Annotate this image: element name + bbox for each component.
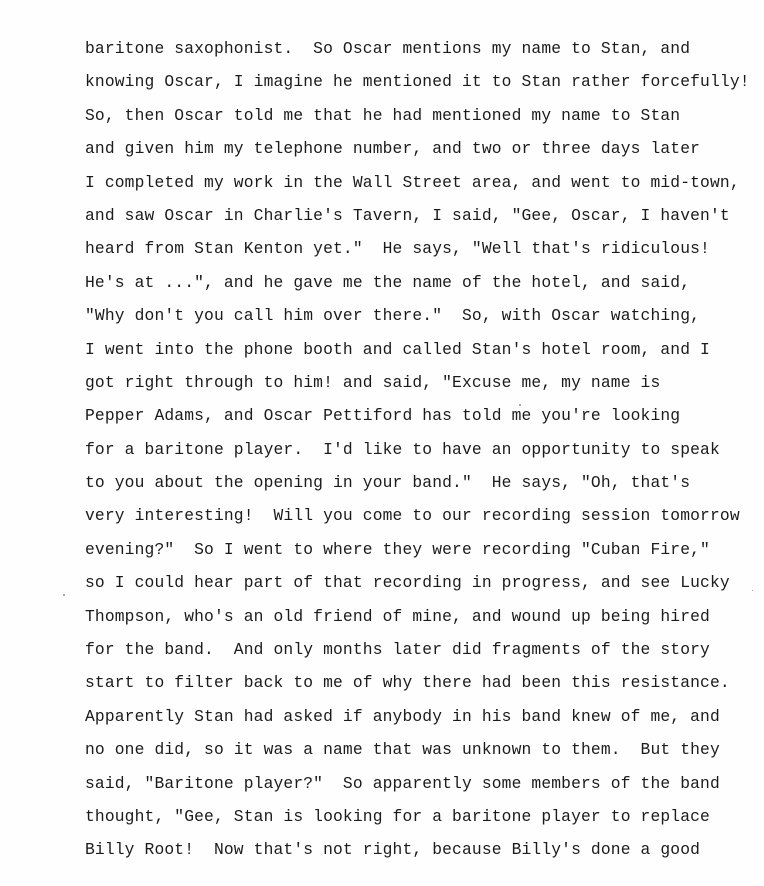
text-line: Apparently Stan had asked if anybody in his band knew of me, and <box>85 706 720 726</box>
body-text <box>85 32 760 867</box>
text-line: thought, "Gee, Stan is looking for a baritone player to replace <box>85 806 710 826</box>
text-line: I went into the phone booth and called Stan's hotel room, and I <box>85 339 710 359</box>
scan-speck <box>519 404 521 406</box>
text-line: heard from Stan Kenton yet." He says, "Well that's ridiculous! <box>85 239 710 259</box>
text-line: start to filter back to me of why there had been this resistance. <box>85 673 730 693</box>
text-line: Pepper Adams, and Oscar Pettiford has told me you're looking <box>85 406 681 426</box>
text-line: said, "Baritone player?" So apparently some members of the band <box>85 773 720 793</box>
text-line: and saw Oscar in Charlie's Tavern, I said, "Gee, Oscar, I haven't <box>85 205 730 225</box>
text-line: "Why don't you call him over there." So, with Oscar watching, <box>85 306 701 326</box>
text-line: very interesting! Will you come to our recording session tomorrow <box>85 506 740 526</box>
text-line: He's at ...", and he gave me the name of the hotel, and said, <box>85 272 691 292</box>
text-line: knowing Oscar, I imagine he mentioned it to Stan rather forcefully! <box>85 72 750 92</box>
text-line: Billy Root! Now that's not right, because Billy's done a good <box>85 840 701 860</box>
text-line: So, then Oscar told me that he had mentioned my name to Stan <box>85 105 681 125</box>
text-line: so I could hear part of that recording in progress, and see Lucky <box>85 573 730 593</box>
text-line: to you about the opening in your band." He says, "Oh, that's <box>85 473 691 493</box>
text-line: baritone saxophonist. So Oscar mentions my name to Stan, and <box>85 39 691 58</box>
scan-speck <box>63 594 65 596</box>
text-line: for a baritone player. I'd like to have an opportunity to speak <box>85 439 720 459</box>
text-line: Thompson, who's an old friend of mine, and wound up being hired <box>85 606 710 626</box>
text-line: got right through to him! and said, "Excuse me, my name is <box>85 372 661 392</box>
text-line: and given him my telephone number, and two or three days later <box>85 139 701 159</box>
text-line: evening?" So I went to where they were recording "Cuban Fire," <box>85 539 710 559</box>
text-line: no one did, so it was a name that was unknown to them. But they <box>85 740 720 760</box>
text-line: for the band. And only months later did fragments of the story <box>85 640 710 660</box>
text-line: I completed my work in the Wall Street area, and went to mid-town, <box>85 172 740 192</box>
scan-speck <box>752 590 753 591</box>
